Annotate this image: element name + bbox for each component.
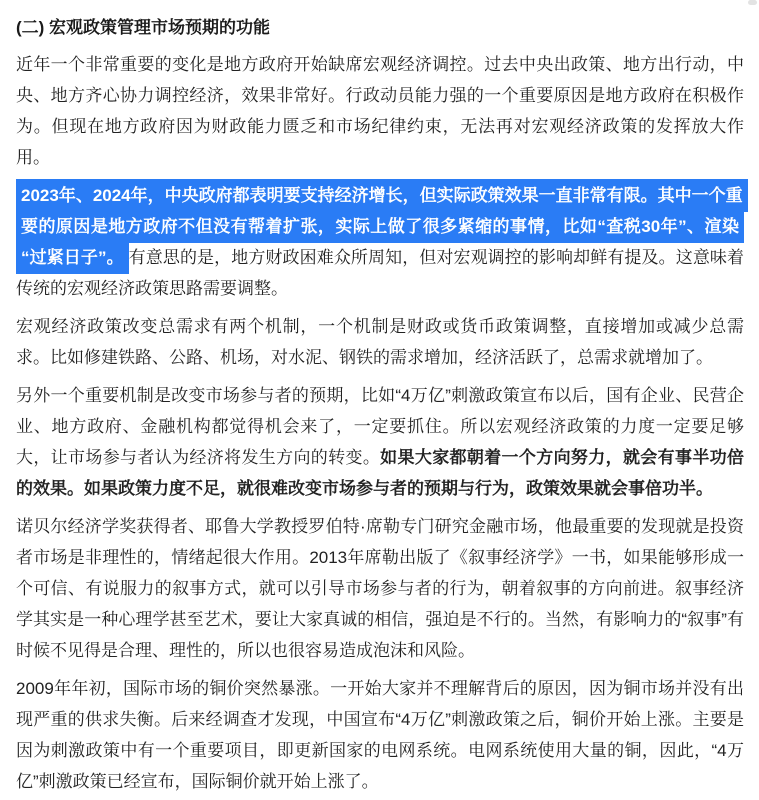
- paragraph-text: 诺贝尔经济学奖获得者、耶鲁大学教授罗伯特·席勒专门研究金融市场，他最重要的发现就是投资者市场是非理性的，情绪起很大作用。2013年席勒出版了《叙事经济学》一书，如果能够形成一个可信、有说服力的叙事方式，就可以引导市场参与者的行为，朝着叙事的方向前进。叙事经济学其实是一种心理学甚至艺术，要让大家真诚的相信，强迫是不行的。当然，有影响力的“叙事”有时候不见得是合理、理性的，所以也很容易造成泡沫和风险。: [16, 517, 744, 660]
- scrollbar-thumb[interactable]: [748, 0, 757, 5]
- highlighted-selection-text: 2023年、2024年，中央政府都表明要支持经济增长，但实际政策效果一直非常有限。其中一个重要的原因是地方政府不但没有帮着扩张，实际上做了很多紧缩的事情，比如“查税30年”、渲染“过紧日子”。: [16, 179, 748, 274]
- paragraph-text: 2009年年初，国际市场的铜价突然暴涨。一开始大家并不理解背后的原因，因为铜市场并没有出现严重的供求失衡。后来经调查才发现，中国宣布“4万亿”刺激政策之后，铜价开始上涨。主要是因为刺激政策中有一个重要项目，即更新国家的电网系统。电网系统使用大量的铜，因此，“4万亿”刺激政策已经宣布，国际铜价就开始上涨了。: [16, 679, 744, 791]
- paragraph-text: 另外一个重要机制是改变市场参与者的预期，比如“4万亿”刺激政策宣布以后，国有企业、民营企业、地方政府、金融机构都觉得机会来了，一定要抓住。所以宏观经济政策的力度一定要足够大，让市场参与者认为经济将发生方向的转变。: [16, 386, 744, 467]
- bold-emphasis-text: 如果大家都朝着一个方向努力，就会有事半功倍的效果。如果政策力度不足，就很难改变市场参与者的预期与行为，政策效果就会事倍功半。: [16, 448, 745, 498]
- paragraph-shiller-narrative: [16, 511, 744, 666]
- paragraph-two-mechanisms: [16, 311, 744, 373]
- paragraph-text: 宏观经济政策改变总需求有两个机制，一个机制是财政或货币政策调整，直接增加或减少总需求。比如修建铁路、公路、机场，对水泥、钢铁的需求增加，经济活跃了，总需求就增加了。: [16, 317, 744, 367]
- paragraph-expectation-mechanism: [16, 380, 744, 504]
- paragraph-copper-price: [16, 673, 744, 797]
- paragraph-2023-2024-policy: [16, 180, 744, 304]
- paragraph-text: 近年一个非常重要的变化是地方政府开始缺席宏观经济调控。过去中央出政策、地方出行动，中央、地方齐心协力调控经济，效果非常好。行政动员能力强的一个重要原因是地方政府在积极作为。但现在地方政府因为财政能力匮乏和市场纪律约束，无法再对宏观经济政策的发挥放大作用。: [16, 55, 744, 167]
- paragraph-text: 有意思的是，地方财政困难众所周知，但对宏观调控的影响却鲜有提及。这意味着传统的宏观经济政策思路需要调整。: [16, 248, 745, 298]
- section-heading: (二) 宏观政策管理市场预期的功能: [16, 18, 271, 37]
- paragraph-local-gov-absent: [16, 49, 744, 173]
